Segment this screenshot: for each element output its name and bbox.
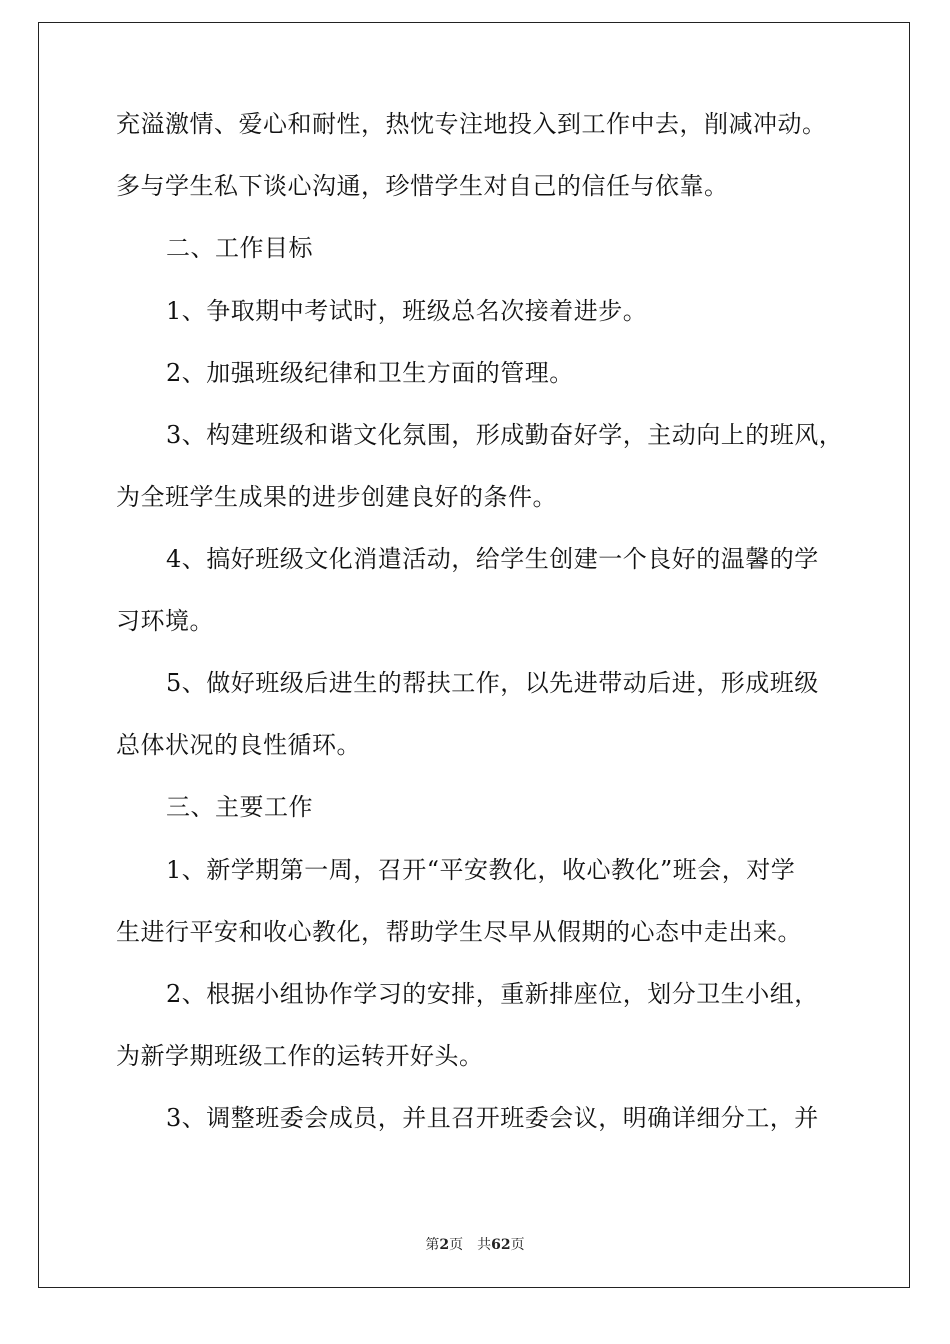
list-item: 1、新学期第一周，召开“平安教化，收心教化”班会，对学: [166, 856, 796, 884]
page-total: 共62页: [477, 1237, 525, 1253]
page-border: [38, 22, 910, 1288]
section-heading: 三、主要工作: [166, 793, 313, 821]
text-line: 多与学生私下谈心沟通，珍惜学生对自己的信任与依靠。: [116, 172, 729, 200]
list-item: 2、加强班级纪律和卫生方面的管理。: [166, 359, 574, 387]
list-item: 3、构建班级和谐文化氛围，形成勤奋好学，主动向上的班风，: [166, 421, 844, 449]
page-number: 第2页: [425, 1237, 464, 1253]
list-item: 5、做好班级后进生的帮扶工作，以先进带动后进，形成班级: [166, 669, 819, 697]
text-line: 总体状况的良性循环。: [116, 731, 361, 759]
text-line: 为全班学生成果的进步创建良好的条件。: [116, 483, 557, 511]
text-line: 充溢激情、爱心和耐性，热忱专注地投入到工作中去，削减冲动。: [116, 110, 827, 138]
text-line: 生进行平安和收心教化，帮助学生尽早从假期的心态中走出来。: [116, 918, 802, 946]
text-line: 习环境。: [116, 607, 214, 635]
list-item: 1、争取期中考试时，班级总名次接着进步。: [166, 297, 648, 325]
text-line: 为新学期班级工作的运转开好头。: [116, 1042, 484, 1070]
list-item: 2、根据小组协作学习的安排，重新排座位，划分卫生小组，: [166, 980, 819, 1008]
section-heading: 二、工作目标: [166, 234, 313, 262]
list-item: 3、调整班委会成员，并且召开班委会议，明确详细分工，并: [166, 1104, 819, 1132]
page-footer: [0, 1234, 950, 1254]
list-item: 4、搞好班级文化消遣活动，给学生创建一个良好的温馨的学: [166, 545, 819, 573]
